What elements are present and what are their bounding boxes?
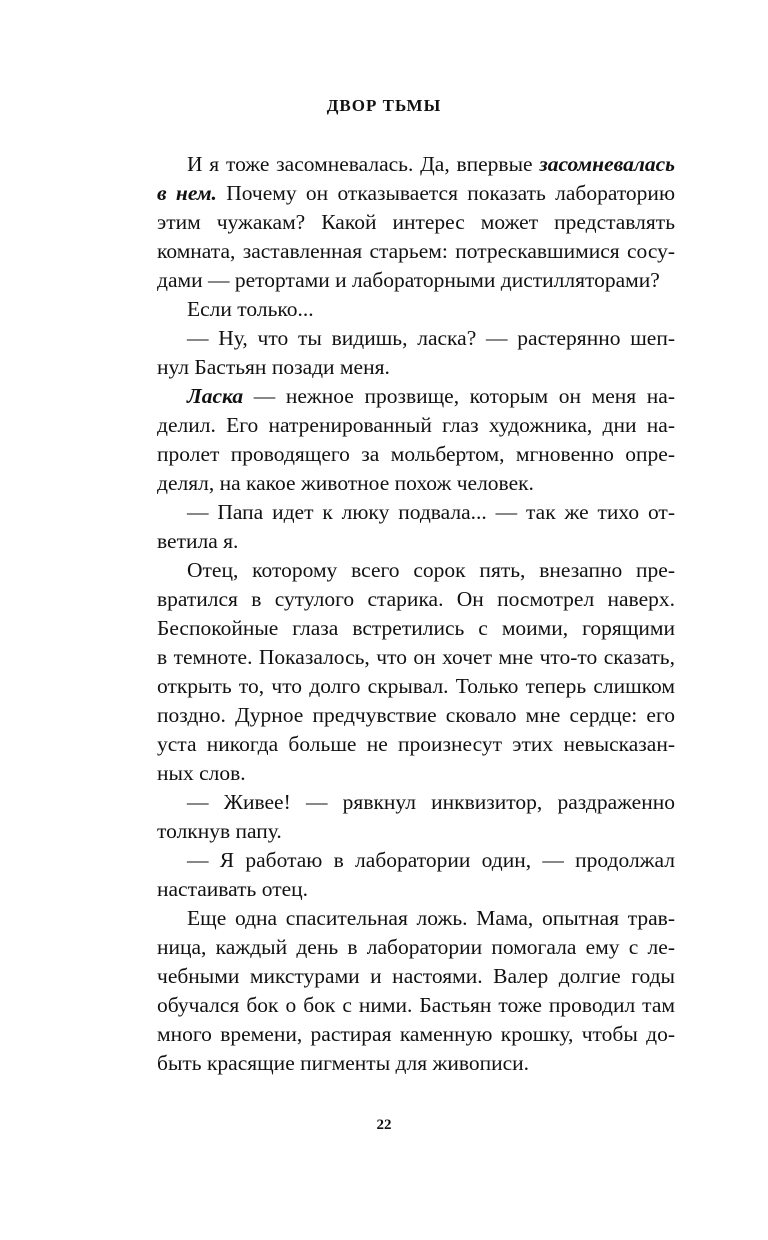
text-line (157, 817, 675, 846)
text-run: делил. Его натренированный глаз художника, дни на- (157, 413, 675, 437)
paragraph (157, 846, 675, 904)
text-run: Еще одна спасительная ложь. Мама, опытная трав- (187, 906, 675, 930)
text-run: нул Бастьян позади меня. (157, 355, 390, 379)
text-line (157, 150, 675, 179)
paragraph (157, 295, 675, 324)
text-line (157, 498, 675, 527)
text-run: вратился в сутулого старика. Он посмотрел наверх. (157, 587, 675, 611)
text-run: много времени, растирая каменную крошку, чтобы до- (157, 1022, 675, 1046)
text-run: — Я работаю в лаборатории один, — продолжал (187, 848, 675, 872)
text-run: ница, каждый день в лаборатории помогала ему с ле- (157, 935, 675, 959)
text-line (157, 382, 675, 411)
text-line (157, 730, 675, 759)
text-run: настаивать отец. (157, 877, 309, 901)
running-head: ДВОР ТЬМЫ (326, 96, 442, 115)
text-line (157, 353, 675, 382)
text-line (157, 991, 675, 1020)
text-run: И я тоже засомневалась. Да, впервые (187, 152, 540, 176)
emphasized-text: засомневалась (539, 152, 675, 176)
paragraph (157, 498, 675, 556)
text-run: в темноте. Показалось, что он хочет мне что-то сказать, (157, 645, 675, 669)
page-number: 22 (376, 1117, 392, 1133)
text-line (157, 556, 675, 585)
text-line (157, 788, 675, 817)
text-run: Почему он отказывается показать лабораторию (216, 181, 676, 205)
text-line (157, 846, 675, 875)
text-line (157, 1049, 675, 1078)
text-line (157, 962, 675, 991)
text-line (157, 527, 675, 556)
paragraph (157, 382, 675, 498)
text-run: пролет проводящего за мольбертом, мгновенно опре- (157, 442, 675, 466)
text-line (157, 585, 675, 614)
emphasized-text: в нем. (157, 181, 217, 205)
text-line (157, 904, 675, 933)
paragraph (157, 904, 675, 1078)
text-line (157, 440, 675, 469)
text-line (157, 237, 675, 266)
text-run: Отец, которому всего сорок пять, внезапно пре- (187, 558, 675, 582)
text-line (157, 324, 675, 353)
text-line (157, 759, 675, 788)
text-line (157, 469, 675, 498)
emphasized-text: Ласка (187, 384, 244, 408)
text-run: обучался бок о бок с ними. Бастьян тоже проводил там (157, 993, 675, 1017)
text-run: толкнув папу. (157, 819, 282, 843)
paragraph (157, 556, 675, 788)
text-run: поздно. Дурное предчувствие сковало мне сердце: его (157, 703, 675, 727)
text-run: комната, заставленная старьем: потрескавшимися сосу- (157, 239, 675, 263)
text-line (157, 179, 675, 208)
text-run: открыть то, что долго скрывал. Только теперь слишком (157, 674, 675, 698)
text-line (157, 295, 675, 324)
text-run: делял, на какое животное похож человек. (157, 471, 534, 495)
text-run: — Ну, что ты видишь, ласка? — растерянно шеп- (187, 326, 675, 350)
text-run: Если только... (187, 297, 314, 321)
text-run: чебными микстурами и настоями. Валер долгие годы (157, 964, 675, 988)
text-line (157, 701, 675, 730)
text-line (157, 643, 675, 672)
text-line (157, 875, 675, 904)
text-line (157, 266, 675, 295)
text-run: уста никогда больше не произнесут этих невысказан- (157, 732, 675, 756)
text-line (157, 208, 675, 237)
text-run: этим чужакам? Какой интерес может представлять (157, 210, 675, 234)
paragraph (157, 788, 675, 846)
text-line (157, 411, 675, 440)
text-run: ных слов. (157, 761, 246, 785)
paragraph (157, 150, 675, 295)
paragraph (157, 324, 675, 382)
text-line (157, 1020, 675, 1049)
text-line (157, 614, 675, 643)
text-run: быть красящие пигменты для живописи. (157, 1051, 530, 1075)
text-run: — Папа идет к люку подвала... — так же тихо от- (187, 500, 675, 524)
text-run: — Живее! — рявкнул инквизитор, раздраженно (187, 790, 675, 814)
text-line (157, 933, 675, 962)
text-line (157, 672, 675, 701)
text-run: ветила я. (157, 529, 239, 553)
text-run: Беспокойные глаза встретились с моими, горящими (157, 616, 675, 640)
text-run: — нежное прозвище, которым он меня на- (243, 384, 675, 408)
body-text (157, 150, 675, 1078)
text-run: дами — ретортами и лабораторными дистилляторами? (157, 268, 660, 292)
